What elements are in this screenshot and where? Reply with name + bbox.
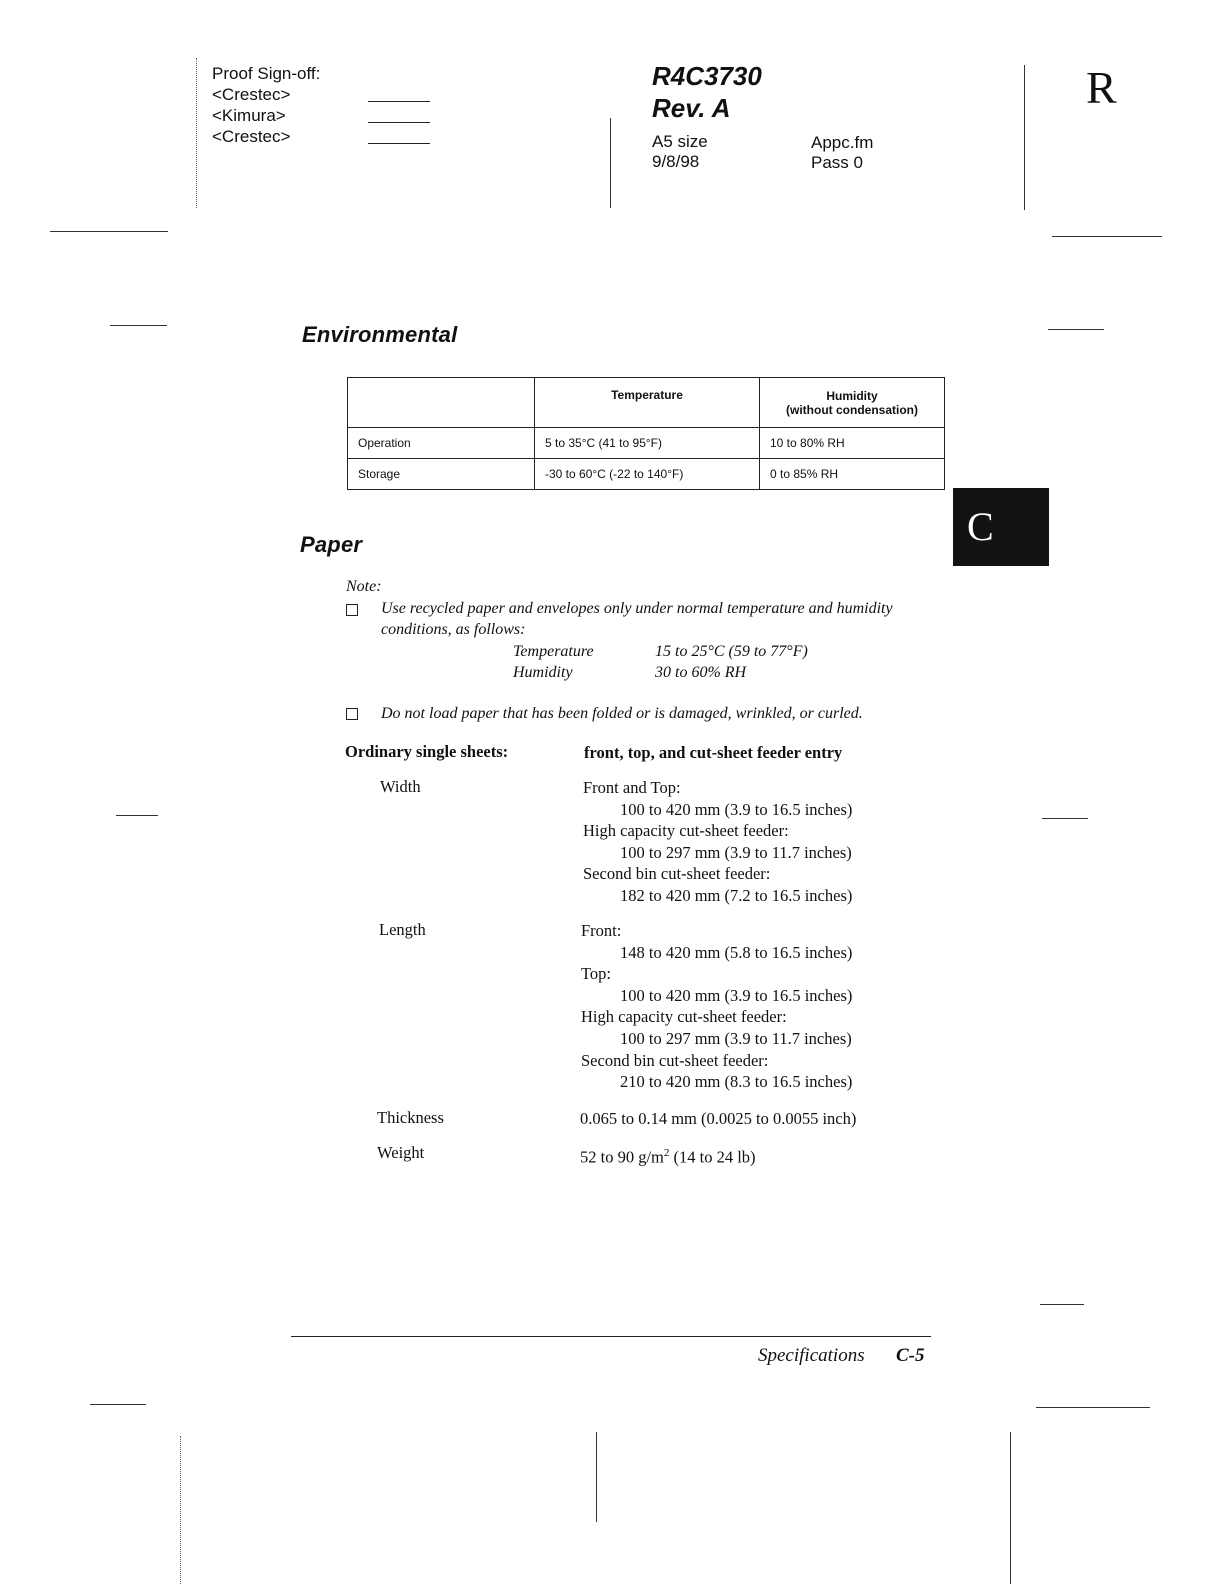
- spec-value: Second bin cut-sheet feeder:: [581, 1050, 769, 1070]
- crop-mark: [1036, 1407, 1150, 1408]
- proof-name: <Kimura>: [212, 106, 286, 125]
- doc-rev: Rev. A: [652, 93, 731, 123]
- crop-mark: [1024, 65, 1025, 210]
- checkbox-bullet-icon: [346, 708, 358, 720]
- spec-label: Weight: [377, 1143, 425, 1162]
- corner-letter: R: [1086, 62, 1117, 113]
- spec-label: Width: [380, 777, 421, 796]
- spec-value-block: [583, 777, 852, 907]
- note-text: Do not load paper that has been folded or is damaged, wrinkled, or curled.: [381, 705, 863, 722]
- signature-line: [368, 122, 430, 123]
- section-tab: C: [953, 488, 1049, 566]
- doc-code-block: [652, 60, 762, 124]
- spec-value: 100 to 420 mm (3.9 to 16.5 inches): [620, 799, 853, 819]
- spec-label: Length: [379, 920, 426, 939]
- doc-pass: Pass 0: [811, 153, 863, 172]
- spec-heading: Ordinary single sheets:: [345, 742, 509, 761]
- spec-value: High capacity cut-sheet feeder:: [583, 821, 789, 841]
- spec-value: High capacity cut-sheet feeder:: [581, 1007, 787, 1027]
- spec-value-block: [581, 920, 852, 1093]
- footer-rule: [291, 1336, 931, 1337]
- crop-mark: [90, 1404, 146, 1405]
- weight-superscript: 2: [663, 1147, 670, 1159]
- table-cell: Storage: [348, 459, 535, 490]
- table-header-cell: [535, 378, 760, 428]
- crop-mark: [180, 1436, 181, 1584]
- doc-file: Appc.fm: [811, 133, 874, 152]
- humidity-header: Humidity: [826, 388, 878, 403]
- note-text: Use recycled paper and envelopes only under normal temperature and humidity: [381, 600, 893, 617]
- crop-mark: [1052, 236, 1162, 237]
- crop-mark: [1042, 818, 1088, 819]
- spec-value: 100 to 297 mm (3.9 to 11.7 inches): [620, 1028, 852, 1048]
- spec-value: Front and Top:: [583, 778, 681, 797]
- crop-mark: [610, 118, 611, 208]
- crop-mark: [196, 58, 197, 208]
- crop-mark: [116, 815, 158, 816]
- crop-mark: [1048, 329, 1104, 330]
- spec-value: 100 to 297 mm (3.9 to 11.7 inches): [620, 842, 852, 862]
- crop-mark: [50, 231, 168, 232]
- doc-code: R4C3730: [652, 61, 762, 91]
- humidity-subheader: (without condensation): [786, 402, 918, 417]
- spec-value: Top:: [581, 964, 612, 984]
- spec-value: 100 to 420 mm (3.9 to 16.5 inches): [620, 985, 853, 1005]
- condition-label: Humidity: [513, 664, 573, 681]
- crop-mark: [1040, 1304, 1084, 1305]
- condition-label: Temperature: [513, 643, 594, 660]
- doc-date: 9/8/98: [652, 152, 700, 171]
- spec-value: Second bin cut-sheet feeder:: [583, 864, 771, 884]
- table-cell: 5 to 35°C (41 to 95°F): [535, 428, 760, 459]
- temperature-header: Temperature: [611, 387, 683, 402]
- spec-value: 182 to 420 mm (7.2 to 16.5 inches): [620, 885, 853, 905]
- proof-name: <Crestec>: [212, 127, 291, 146]
- table-header-cell: [760, 378, 945, 428]
- footer-title: Specifications: [758, 1345, 865, 1366]
- crop-mark: [596, 1432, 597, 1522]
- section-title-paper: Paper: [300, 532, 363, 557]
- environmental-table: [347, 377, 945, 490]
- weight-value-rest: (14 to 24 lb): [669, 1147, 756, 1167]
- condition-value: 15 to 25°C (59 to 77°F): [655, 643, 808, 660]
- spec-value: [580, 1143, 756, 1168]
- page-number: C-5: [896, 1345, 925, 1366]
- table-header-row: [348, 378, 945, 428]
- doc-size: A5 size: [652, 132, 708, 151]
- signature-line: [368, 143, 430, 144]
- spec-value: 0.065 to 0.14 mm (0.0025 to 0.0055 inch): [580, 1109, 857, 1128]
- condition-value: 30 to 60% RH: [655, 664, 747, 681]
- table-cell: 10 to 80% RH: [760, 428, 945, 459]
- weight-value: 52 to 90 g/m: [580, 1147, 664, 1167]
- signature-line: [368, 101, 430, 102]
- table-row: [348, 428, 945, 459]
- table-header-cell: [348, 378, 535, 428]
- crop-mark: [1010, 1432, 1011, 1584]
- spec-value: 210 to 420 mm (8.3 to 16.5 inches): [620, 1072, 853, 1092]
- proof-name: <Crestec>: [212, 85, 291, 104]
- spec-heading-value: front, top, and cut-sheet feeder entry: [584, 743, 843, 762]
- section-title-environmental: Environmental: [302, 322, 458, 347]
- crop-mark: [110, 325, 167, 326]
- note-label: Note:: [346, 578, 382, 595]
- checkbox-bullet-icon: [346, 604, 358, 616]
- table-cell: -30 to 60°C (-22 to 140°F): [535, 459, 760, 490]
- table-row: [348, 459, 945, 490]
- proof-signoff: [212, 63, 320, 147]
- spec-value: 148 to 420 mm (5.8 to 16.5 inches): [620, 942, 853, 962]
- spec-value: Front:: [581, 921, 622, 940]
- table-cell: Operation: [348, 428, 535, 459]
- note-text: conditions, as follows:: [381, 621, 526, 638]
- proof-heading: Proof Sign-off:: [212, 64, 321, 83]
- table-cell: 0 to 85% RH: [760, 459, 945, 490]
- spec-label: Thickness: [377, 1108, 444, 1127]
